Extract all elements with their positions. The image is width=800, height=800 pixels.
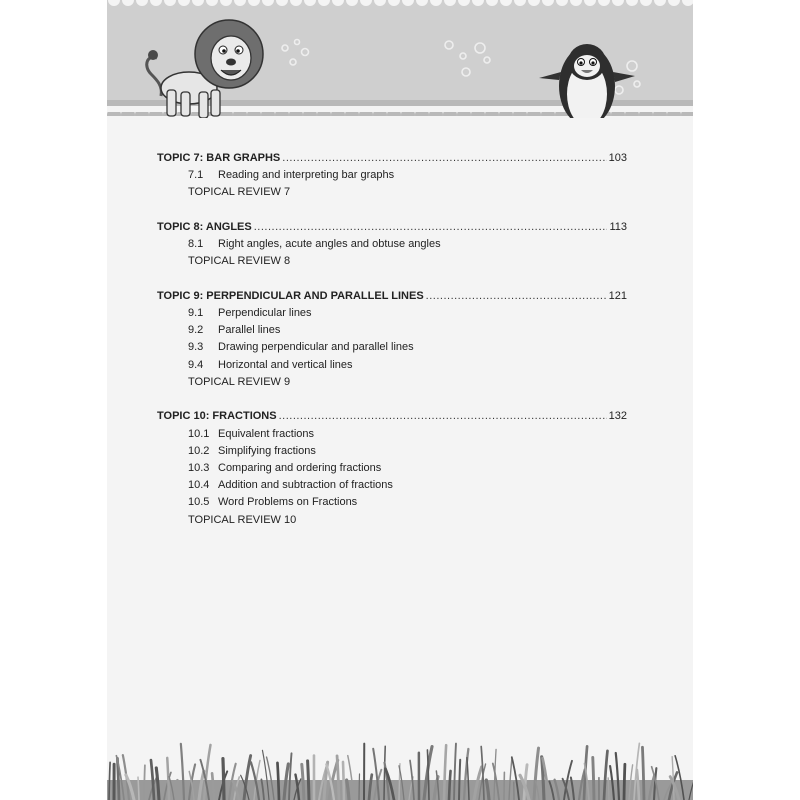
- subtopic-entry[interactable]: [157, 460, 627, 477]
- topic-heading[interactable]: [157, 150, 627, 167]
- topical-review-entry[interactable]: TOPICAL REVIEW 10: [188, 513, 297, 526]
- topic-heading[interactable]: [157, 408, 627, 425]
- subtopic-label: Perpendicular lines: [218, 307, 312, 320]
- subtopic-entry[interactable]: [157, 477, 627, 494]
- page-number: 113: [609, 220, 627, 233]
- topic-title: TOPIC 9: PERPENDICULAR AND PARALLEL LINES: [157, 289, 424, 302]
- subtopic-label: Drawing perpendicular and parallel lines: [218, 341, 414, 354]
- subtopic-number: 10.3: [188, 461, 210, 474]
- subtopic-number: 10.4: [188, 479, 210, 492]
- topical-review-entry[interactable]: TOPICAL REVIEW 9: [188, 375, 291, 388]
- topical-review-entry[interactable]: TOPICAL REVIEW 8: [188, 255, 291, 268]
- subtopic-number: 10.1: [188, 427, 210, 440]
- dot-leader: [426, 288, 607, 305]
- subtopic-number: 9.3: [188, 341, 204, 354]
- subtopic-label: Horizontal and vertical lines: [218, 358, 353, 371]
- subtopic-label: Simplifying fractions: [218, 444, 316, 457]
- topic-heading[interactable]: [157, 288, 627, 305]
- subtopic-entry[interactable]: [157, 443, 627, 460]
- topic-title: TOPIC 7: BAR GRAPHS: [157, 152, 281, 164]
- dot-leader: [282, 150, 606, 167]
- subtopic-number: 10.2: [188, 444, 210, 457]
- table-of-contents: [157, 150, 627, 529]
- page-number: 121: [608, 289, 627, 302]
- subtopic-label: Word Problems on Fractions: [218, 496, 358, 509]
- page-number: 132: [608, 410, 627, 423]
- subtopic-entry[interactable]: [157, 322, 627, 339]
- header-banner: [107, 0, 693, 118]
- subtopic-label: Equivalent fractions: [218, 427, 314, 440]
- subtopic-label: Parallel lines: [218, 324, 281, 337]
- section-gap: [157, 271, 627, 288]
- subtopic-number: 9.4: [188, 358, 204, 371]
- subtopic-number: 8.1: [188, 238, 204, 251]
- section-gap: [157, 391, 627, 408]
- subtopic-entry[interactable]: [157, 305, 627, 322]
- subtopic-entry[interactable]: [157, 426, 627, 443]
- subtopic-entry[interactable]: [157, 339, 627, 356]
- topic-title: TOPIC 10: FRACTIONS: [157, 410, 277, 423]
- subtopic-label: Comparing and ordering fractions: [218, 461, 382, 474]
- grass-illustration: [107, 740, 693, 800]
- topic-heading[interactable]: [157, 219, 627, 236]
- subtopic-label: Addition and subtraction of fractions: [218, 479, 393, 492]
- subtopic-number: 7.1: [188, 169, 204, 182]
- subtopic-number: 10.5: [188, 496, 210, 509]
- subtopic-number: 9.1: [188, 307, 204, 320]
- subtopic-label: Reading and interpreting bar graphs: [218, 169, 395, 182]
- page-number: 103: [608, 152, 627, 164]
- subtopic-entry[interactable]: [157, 357, 627, 374]
- subtopic-entry[interactable]: [157, 236, 627, 253]
- subtopic-entry[interactable]: [157, 494, 627, 511]
- subtopic-entry[interactable]: [157, 167, 627, 184]
- subtopic-number: 9.2: [188, 324, 204, 337]
- topic-title: TOPIC 8: ANGLES: [157, 220, 252, 233]
- dot-leader: [279, 408, 607, 425]
- subtopic-label: Right angles, acute angles and obtuse angles: [218, 238, 441, 251]
- section-gap: [157, 202, 627, 219]
- topical-review-entry[interactable]: TOPICAL REVIEW 7: [188, 186, 291, 199]
- dot-leader: [254, 219, 608, 236]
- page-sheet: [107, 0, 693, 800]
